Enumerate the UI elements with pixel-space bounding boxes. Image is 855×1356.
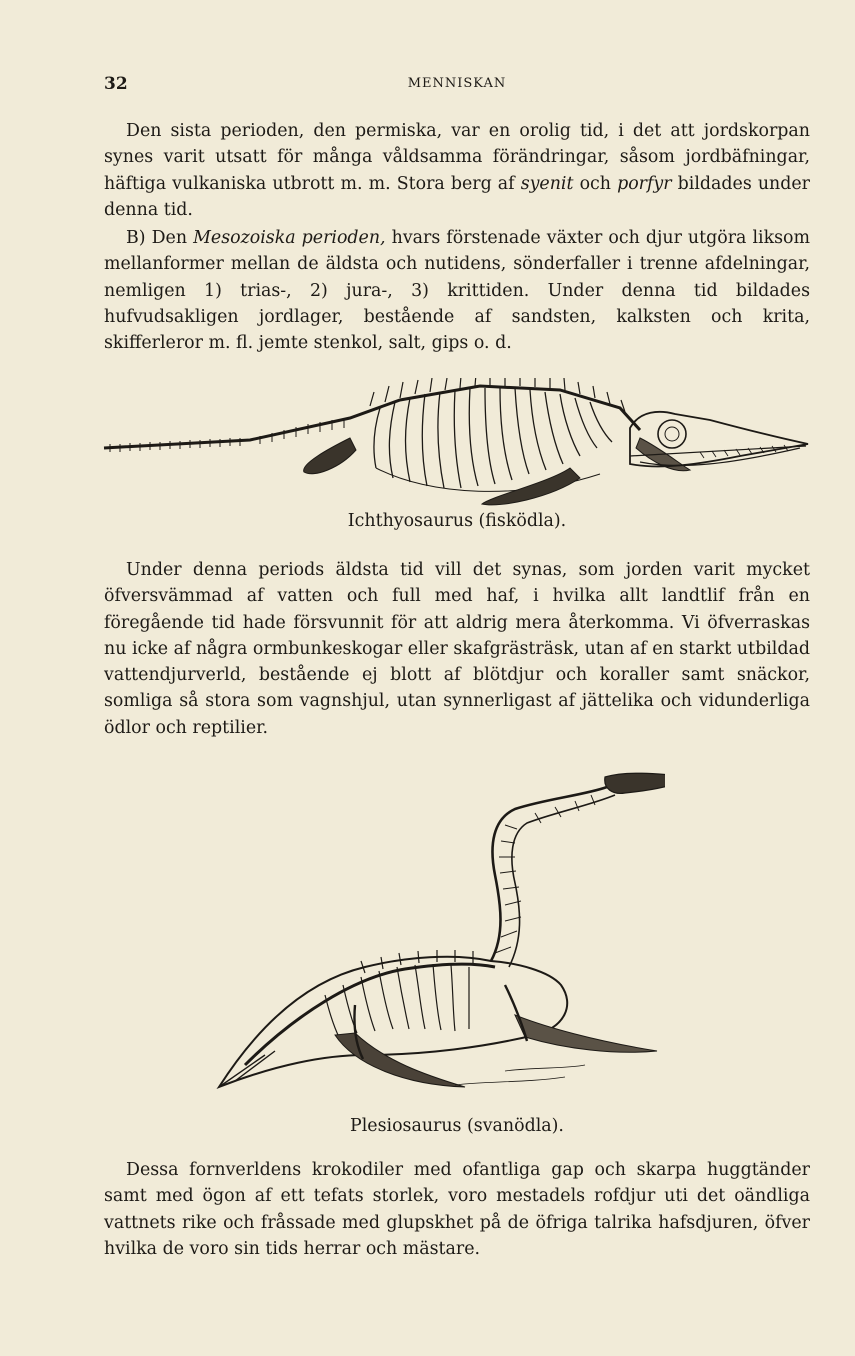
paragraph-mesozoic	[104, 225, 810, 356]
paragraph-text: Under denna periods äldsta tid vill det synas, som jorden varit mycket öfversvämmad af vatten och full med haf, i hvilka allt landtlif från en föregående tid hade försvunnit för att aldrig mera återkomma. Vi öfverraskas nu icke af några ormbunkeskogar eller skafgrästräsk, utan af en starkt utbildad vattendjurverld, bestående ej blott af blötdjur och koraller samt snäckor, somliga så stora som vagnshjul, utan synnerligast af jättelika och vidunderliga ödlor och reptilier.	[104, 560, 810, 738]
paragraph-marine-life	[104, 557, 810, 741]
italic-term-mesozoic: Mesozoiska perioden,	[193, 228, 386, 248]
running-head: MENNISKAN	[407, 76, 507, 91]
ichthyosaurus-illustration	[100, 378, 812, 508]
italic-term-porfyr: porfyr	[617, 173, 672, 194]
italic-term-syenit: syenit	[520, 173, 574, 194]
figure-caption-ichthyosaurus: Ichthyosaurus (fisködla).	[347, 511, 567, 531]
page-number: 32	[104, 74, 128, 94]
paragraph-text: B) Den	[126, 228, 194, 248]
paragraph-crocodiles	[104, 1157, 810, 1262]
paragraph-permian	[104, 118, 810, 223]
figure-caption-plesiosaurus: Plesiosaurus (svanödla).	[350, 1116, 564, 1136]
paragraph-text: och	[573, 173, 618, 194]
page-header	[104, 74, 810, 96]
plesiosaurus-illustration	[205, 765, 665, 1100]
paragraph-text: hvars förstenade växter och djur utgöra liksom mellanformer mellan de äldsta och nutidens, sönderfaller i trenne afdelningar, nemligen 1) trias-, 2) jura-, 3) krittiden. Under denna tid bildades hufvudsakligen jordlager, bestående af sandsten, kalksten och krita, skifferleror m. fl. jemte stenkol, salt, gips o. d.	[104, 228, 810, 354]
paragraph-text: bildades under denna tid.	[104, 173, 810, 220]
paragraph-text: Dessa fornverldens krokodiler med ofantliga gap och skarpa huggtänder samt med ögon af ett tefats storlek, voro mestadels rofdjur uti det oändliga vattnets rike och fråssade med glupskhet på de öfriga talrika hafsdjuren, öfver hvilka de voro sin tids herrar och mästare.	[104, 1160, 810, 1259]
paragraph-text: Den sista perioden, den permiska, var en orolig tid, i det att jordskorpan synes varit utsatt för många våldsamma förändringar, såsom jordbäfningar, häftiga vulkaniska utbrott m. m. Stora berg af	[104, 121, 810, 194]
